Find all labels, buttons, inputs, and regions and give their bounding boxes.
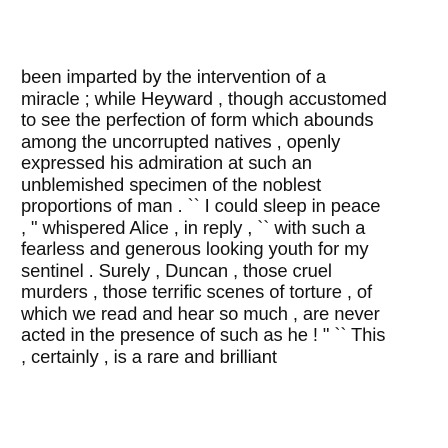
text-line: unblemished specimen of the noblest <box>21 173 322 195</box>
text-line: miracle ; while Heyward , though accustomed <box>21 87 387 109</box>
text-line: expressed his admiration at such an <box>21 152 312 173</box>
passage-text <box>21 66 441 367</box>
text-line: among the uncorrupted natives , openly <box>21 130 341 152</box>
text-line: fearless and generous looking youth for my <box>21 238 369 259</box>
text-line: , certainly , is a rare and brilliant <box>21 345 277 367</box>
text-line: acted in the presence of such as he ! " `` This <box>21 324 386 345</box>
text-line: to see the perfection of form which abounds <box>21 109 374 130</box>
text-line: , " whispered Alice , in reply , `` with such a <box>21 216 366 238</box>
text-line: been imparted by the intervention of a <box>21 66 326 87</box>
text-line: proportions of man . `` I could sleep in peace <box>21 195 381 216</box>
text-line: murders , those terrific scenes of torture , of <box>21 281 372 302</box>
text-line: which we read and hear so much , are never <box>21 302 380 324</box>
text-line: sentinel . Surely , Duncan , those cruel <box>21 259 332 281</box>
